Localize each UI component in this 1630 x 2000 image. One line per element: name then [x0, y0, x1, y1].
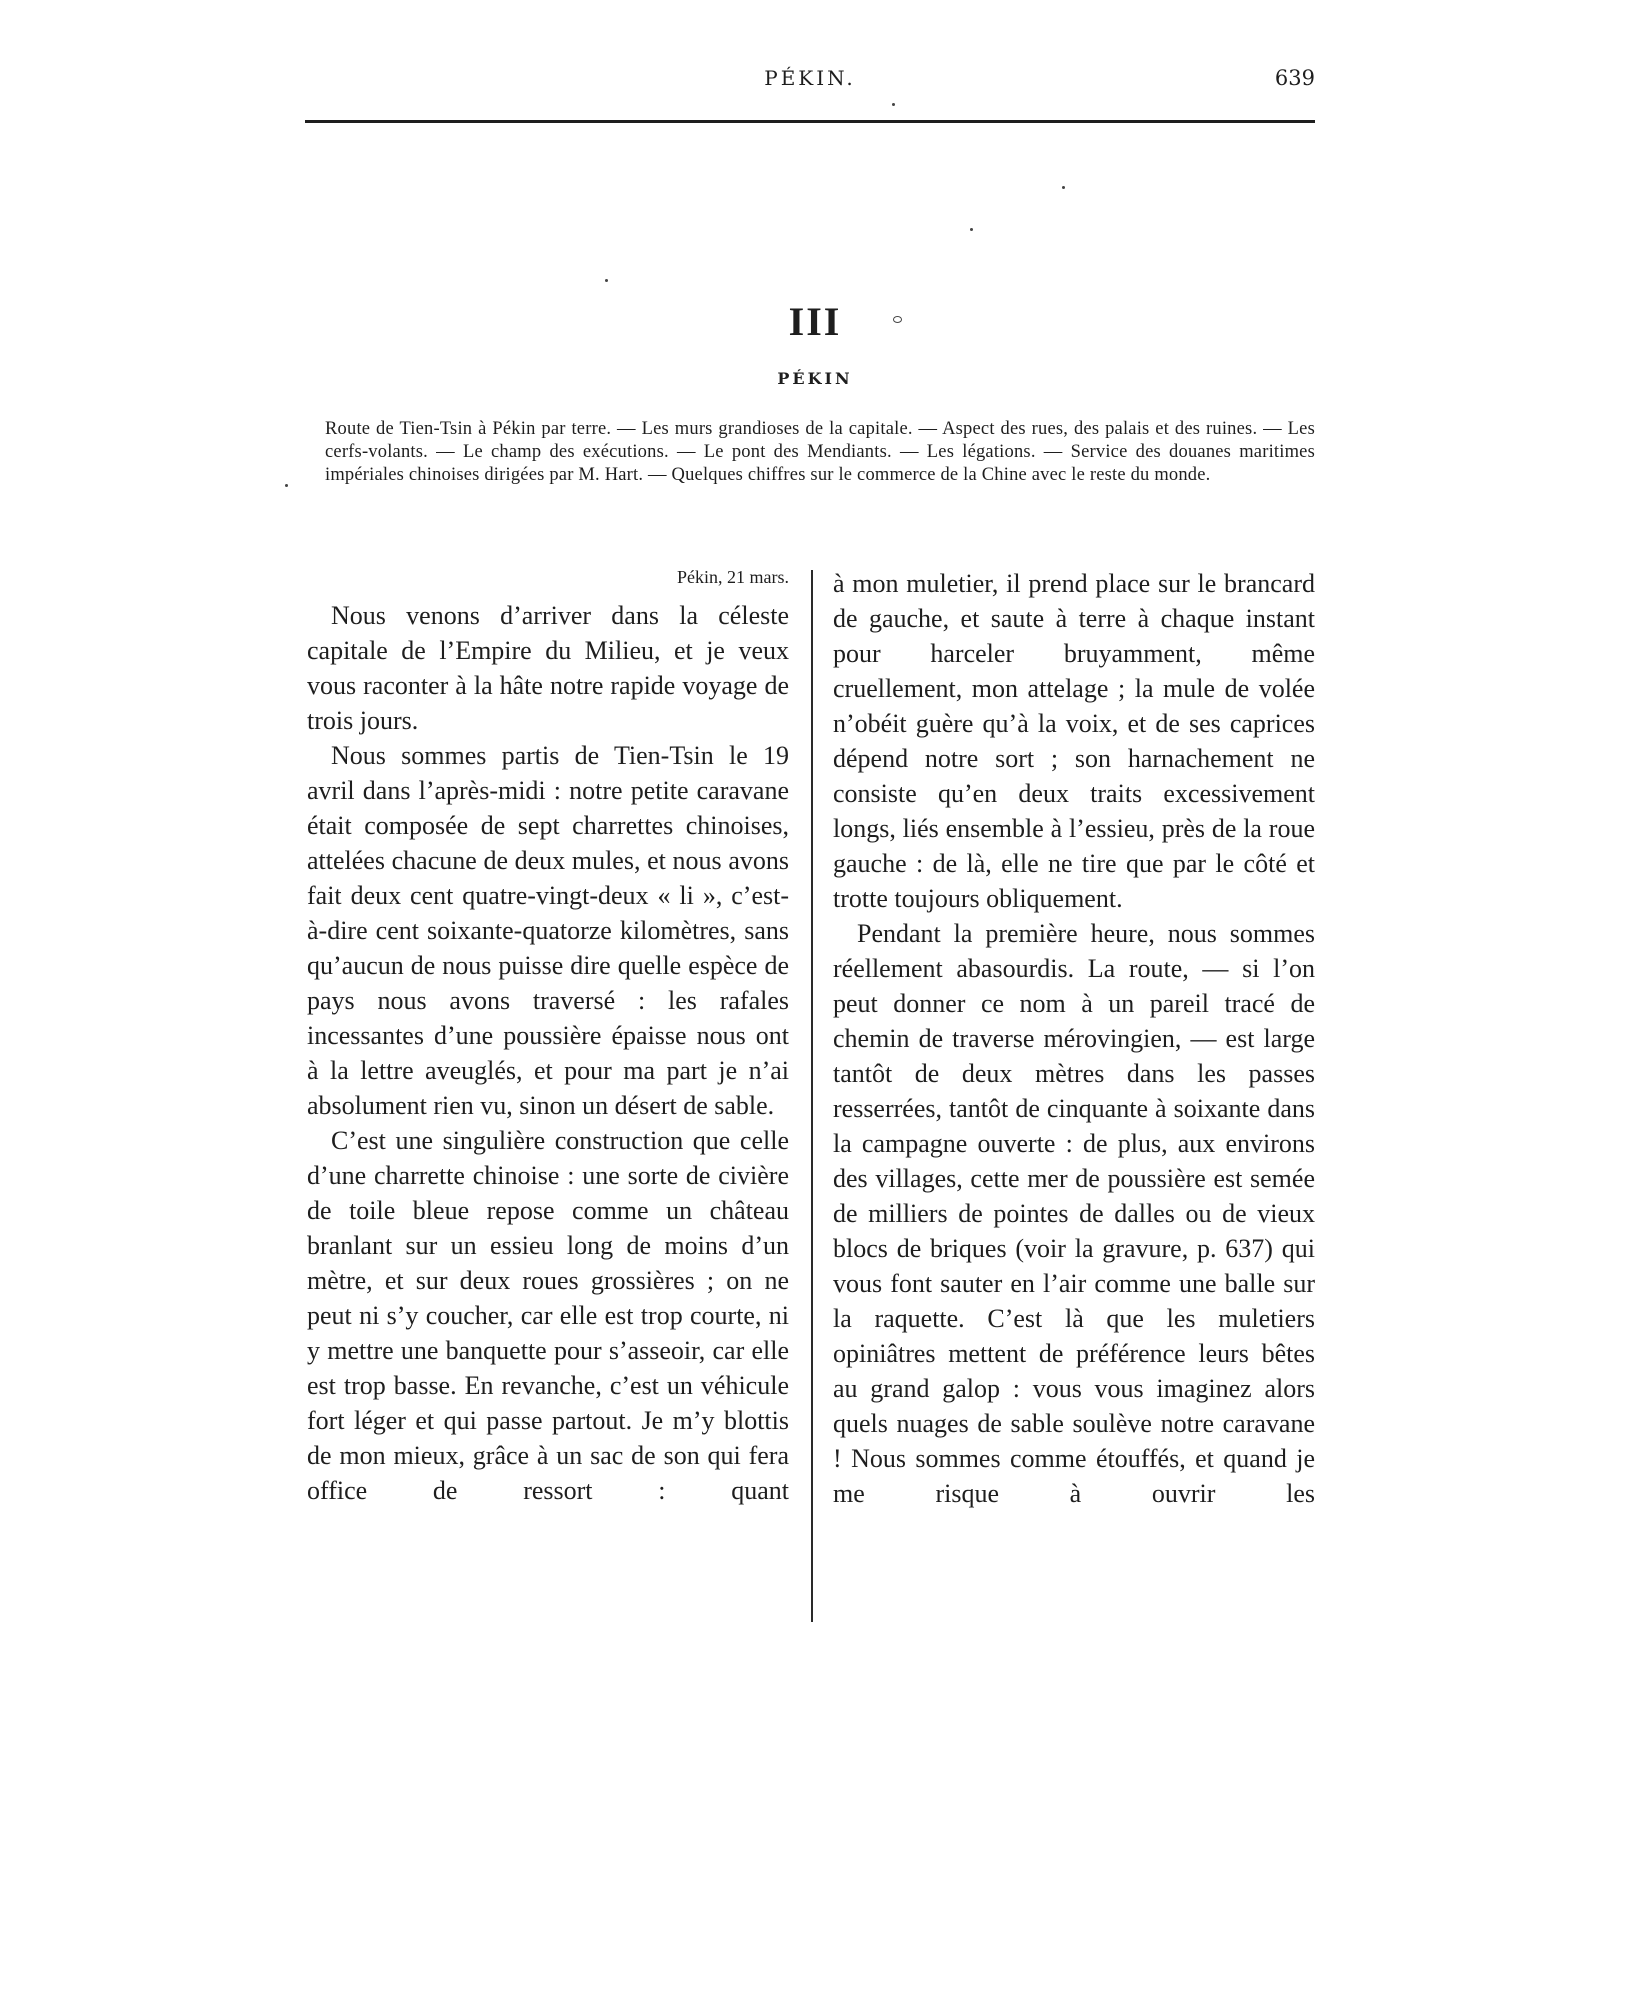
page-number: 639 [1274, 66, 1315, 90]
running-title: PÉKIN. [764, 66, 856, 90]
paragraph: Pendant la première heure, nous sommes réellement abasourdis. La route, — si l’on peut donner ce nom à un pareil tracé de chemin de traverse mérovingien, — est large tantôt de deux mètres dans les passes resserrées, tantôt de cinquante à soixante dans la campagne ouverte : de plus, aux environs des villages, cette mer de poussière est semée de milliers de pointes de dalles ou de vieux blocs de briques (voir la gravure, p. 637) qui vous font sauter en l’air comme une balle sur la raquette. C’est là que les muletiers opiniâtres mettent de préférence leurs bêtes au grand galop : vous vous imaginez alors quels nuages de sable soulève notre caravane ! Nous sommes comme étouffés, et quand je me risque à ouvrir les [833, 919, 1315, 1508]
column-divider [811, 570, 813, 1622]
print-speck [892, 103, 895, 106]
print-speck [970, 228, 973, 231]
running-head [305, 62, 1315, 92]
dateline: Pékin, 21 mars. [677, 567, 789, 587]
print-speck [1062, 186, 1065, 189]
chapter-title: PÉKIN [777, 369, 853, 388]
paragraph: à mon muletier, il prend place sur le brancard de gauche, et saute à terre à chaque instant pour harceler bruyamment, même cruellement, mon attelage ; la mule de volée n’obéit guère qu’à la voix, et de ses caprices dépend notre sort ; son harnachement ne consiste qu’en deux traits excessivement longs, liés ensemble à l’essieu, près de la roue gauche : de là, elle ne tire que par le côté et trotte toujours obliquement. [833, 569, 1315, 913]
chapter-number: III [788, 299, 842, 344]
print-speck [893, 316, 902, 323]
paragraph: C’est une singulière construction que celle d’une charrette chinoise : une sorte de civière de toile bleue repose comme un château branlant sur un essieu long de moins d’un mètre, et sur deux roues grossières ; on ne peut ni s’y coucher, car elle est trop courte, ni y mettre une banquette pour s’asseoir, car elle est trop basse. En revanche, c’est un véhicule fort léger et qui passe partout. Je m’y blottis de mon mieux, grâce à un sac de son qui fera office de ressort : quant [307, 1126, 789, 1505]
print-speck [285, 484, 288, 487]
text-column-left [307, 566, 789, 1508]
print-speck [605, 279, 608, 282]
chapter-summary: Route de Tien-Tsin à Pékin par terre. — Les murs grandioses de la capitale. — Aspect des rues, des palais et des ruines. — Les cerfs-volants. — Le champ des exécutions. — Le pont des Mendiants. — Les légations. — Service des douanes maritimes impériales chinoises dirigées par M. Hart. — Quelques chiffres sur le commerce de la Chine avec le reste du monde. [325, 419, 1315, 485]
header-rule [305, 120, 1315, 123]
text-column-right [833, 566, 1315, 1511]
paragraph: Nous venons d’arriver dans la céleste capitale de l’Empire du Milieu, et je veux vous raconter à la hâte notre rapide voyage de trois jours. [307, 601, 789, 735]
paragraph: Nous sommes partis de Tien-Tsin le 19 avril dans l’après-midi : notre petite caravane était composée de sept charrettes chinoises, attelées chacune de deux mules, et nous avons fait deux cent quatre-vingt-deux « li », c’est-à-dire cent soixante-quatorze kilomètres, sans qu’aucun de nous puisse dire quelle espèce de pays nous avons traversé : les rafales incessantes d’une poussière épaisse nous ont à la lettre aveuglés, et pour ma part je n’ai absolument rien vu, sinon un désert de sable. [307, 741, 789, 1120]
